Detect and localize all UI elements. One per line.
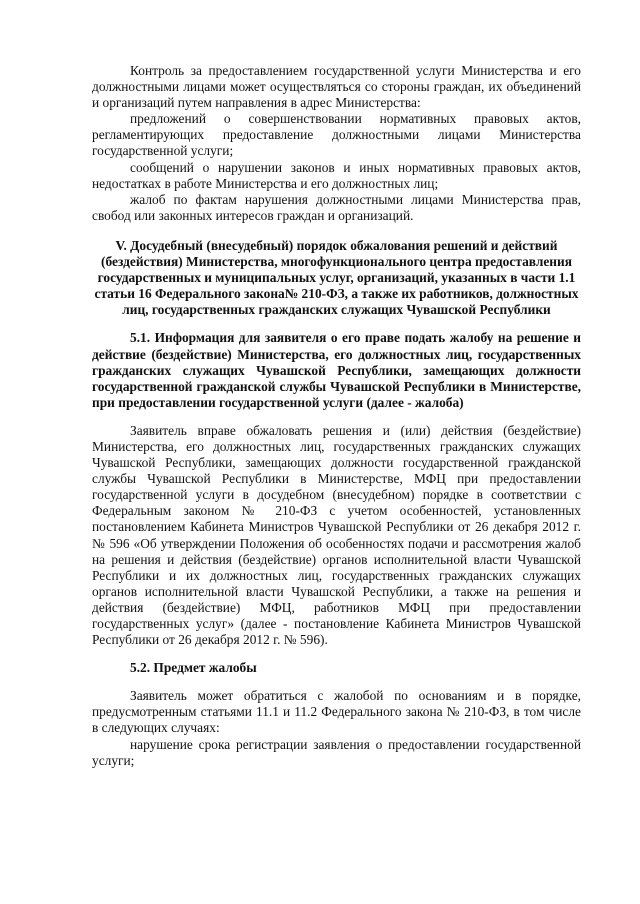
spacer xyxy=(92,411,581,423)
subsection-5-1-heading: 5.1. Информация для заявителя о его праве подать жалобу на решение и действие (бездействие) Министерства, его должностных лиц, государственных гражданских служащих Чувашской Республики, замещающих должности государственной гражданской службы Чувашской Республики в Министерстве, при предоставлении государственной услуги (далее - жалоба) xyxy=(92,330,581,410)
spacer xyxy=(92,676,581,688)
subsection-5-2-heading: 5.2. Предмет жалобы xyxy=(130,660,257,676)
spacer xyxy=(92,318,581,330)
paragraph-control: Контроль за предоставлением государственной услуги Министерства и его должностными лицами может осуществляться со стороны граждан, их объединений и организаций путем направления в адрес Министерства: xyxy=(92,63,581,111)
subsection-5-1-body: Заявитель вправе обжаловать решения и (или) действия (бездействие) Министерства, его должностных лиц, государственных гражданских служащих Чувашской Республики, замещающих должности государственной гражданской службы Чувашской Республики в Министерстве, МФЦ при предоставлении государственной услуги в досудебном (внесудебном) порядке в соответствии с Федеральным законом № 210-ФЗ с учетом особенностей, установленных постановлением Кабинета Министров Чувашской Республики от 26 декабря 2012 г. № 596 «Об утверждении Положения об особенностях подачи и рассмотрения жалоб на решения и действия (бездействие) органов исполнительной власти Чувашской Республики и их должностных лиц, государственных гражданских служащих органов исполнительной власти Чувашской Республики, а также на решения и действия (бездействие) МФЦ, работников МФЦ при предоставлении государственных услуг» (далее - постановление Кабинета Министров Чувашской Республики от 26 декабря 2012 г. № 596). xyxy=(92,422,581,648)
subsection-5-2-item-1: нарушение срока регистрации заявления о предоставлении государственной услуги; xyxy=(92,736,581,768)
list-item-proposals: предложений о совершенствовании нормативных правовых актов, регламентирующих предоставление должностными лицами Министерства государственной услуги; xyxy=(92,111,581,159)
spacer xyxy=(92,648,581,660)
section-title: V. Досудебный (внесудебный) порядок обжалования решений и действий (бездействия) Министерства, многофункционального центра предоставления государственных и муниципальных услуг, организаций, указанных в части 1.1 статьи 16 Федерального закона№ 210-ФЗ, а также их работников, должностных лиц, государственных гражданских служащих Чувашской Республики xyxy=(94,237,579,318)
list-item-reports: сообщений о нарушении законов и иных нормативных правовых актов, недостатках в работе Министерства и его должностных лиц; xyxy=(92,159,581,191)
subsection-5-2-body: Заявитель может обратиться с жалобой по основаниям и в порядке, предусмотренным статьями 11.1 и 11.2 Федерального закона № 210-ФЗ, в том числе в следующих случаях: xyxy=(92,688,581,736)
list-item-complaints: жалоб по фактам нарушения должностными лицами Министерства прав, свобод или законных интересов граждан и организаций. xyxy=(92,191,581,223)
spacer xyxy=(92,224,581,238)
document-page xyxy=(92,63,581,769)
